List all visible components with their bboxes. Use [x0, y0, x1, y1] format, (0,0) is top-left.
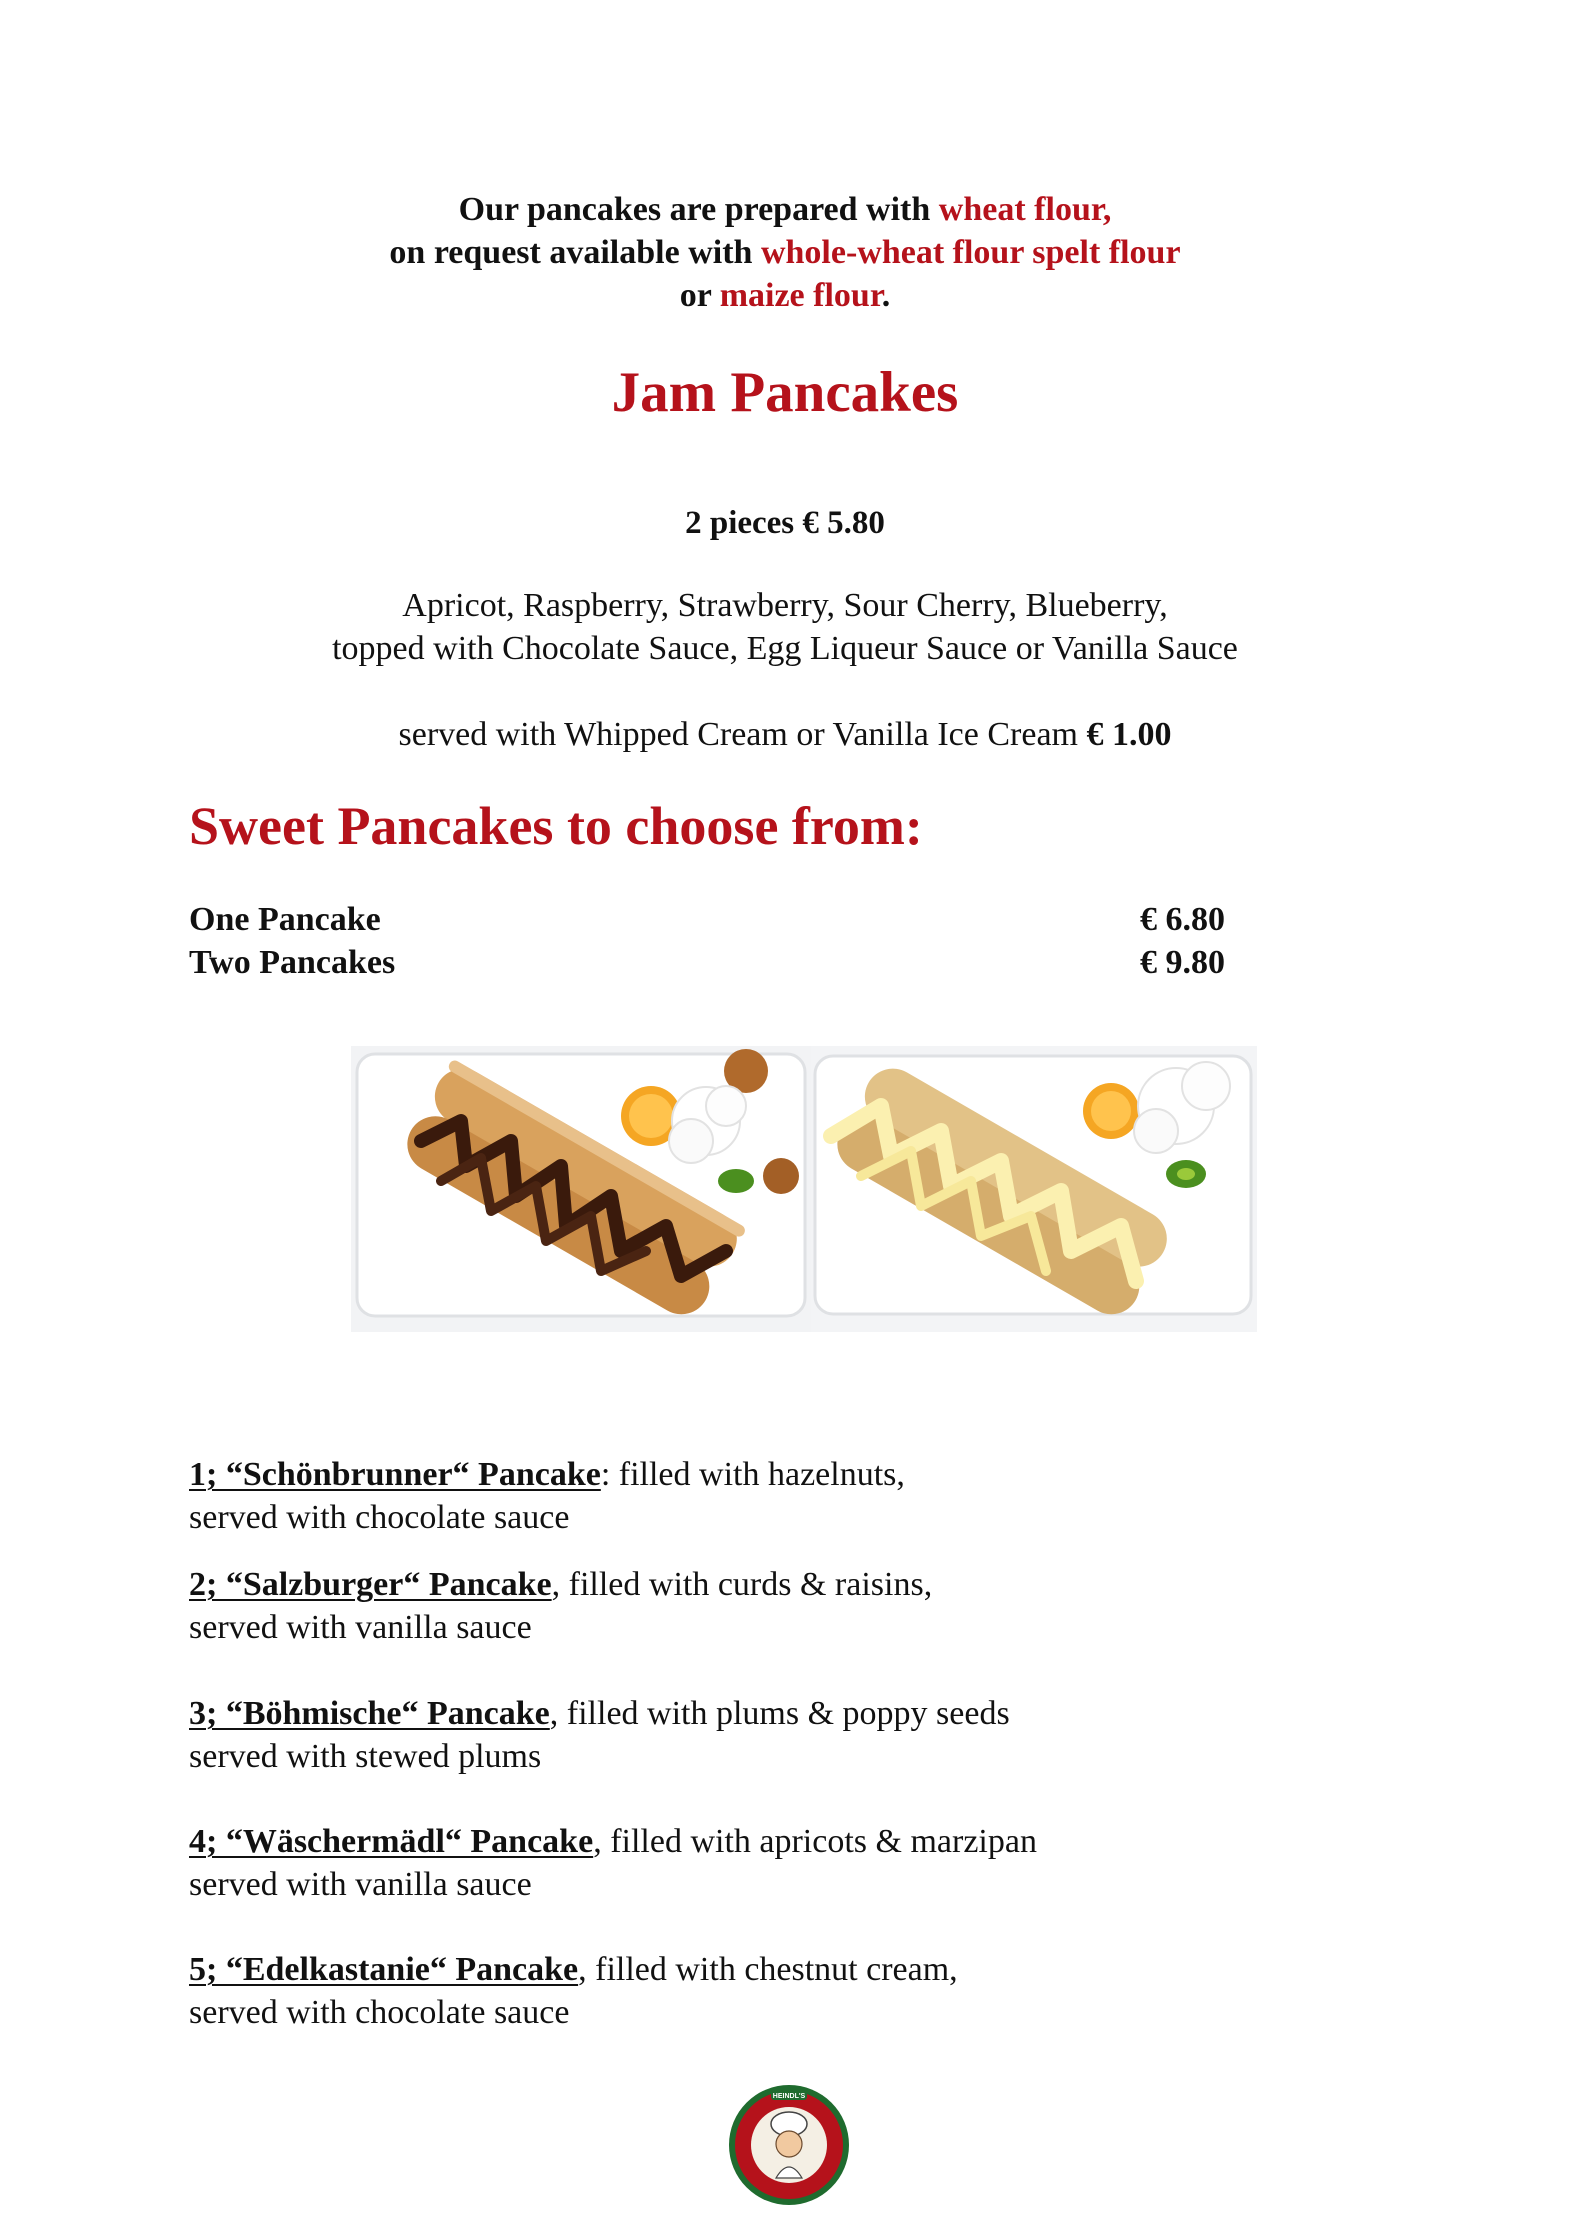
logo-seal-icon: [726, 2082, 852, 2208]
list-item: [189, 1948, 1289, 2034]
jam-pancakes-price: 2 pieces € 5.80: [685, 505, 885, 541]
pancake-photo: [351, 1046, 1257, 1332]
price-value: € 9.80: [1140, 944, 1225, 981]
price-value: € 6.80: [1140, 901, 1225, 938]
restaurant-logo: [726, 2082, 852, 2208]
item-description: , filled with chestnut cream,: [578, 1951, 958, 1988]
intro-text: on request available with: [389, 234, 761, 271]
intro-text: .: [881, 277, 891, 314]
extra-price: € 1.00: [1086, 716, 1172, 753]
extra-text: served with Whipped Cream or Vanilla Ice Cream: [398, 716, 1087, 753]
item-serving: served with chocolate sauce: [189, 1994, 570, 2031]
intro-text: Our pancakes are prepared with: [458, 191, 939, 228]
intro-highlight: whole-wheat flour spelt flour: [760, 234, 1181, 271]
vanilla-pancake-image: [811, 1046, 1257, 1332]
list-item: [189, 1692, 1289, 1778]
sweet-price-list: [189, 898, 1225, 984]
price-row: [189, 941, 1225, 984]
price-row: [189, 898, 1225, 941]
item-serving: served with vanilla sauce: [189, 1609, 532, 1646]
intro-highlight: maize flour: [719, 277, 882, 314]
list-item: [189, 1563, 1289, 1649]
jam-pancakes-description: [0, 584, 1570, 670]
price-label: Two Pancakes: [189, 944, 396, 981]
item-name: 2; “Salzburger“ Pancake: [189, 1566, 552, 1603]
jam-pancakes-extra: [0, 713, 1570, 756]
item-serving: served with stewed plums: [189, 1738, 542, 1775]
item-name: 5; “Edelkastanie“ Pancake: [189, 1951, 579, 1988]
list-item: [189, 1453, 1289, 1539]
sweet-pancakes-title: Sweet Pancakes to choose from:: [189, 796, 923, 856]
jam-desc-line: Apricot, Raspberry, Strawberry, Sour Cherry, Blueberry,: [402, 587, 1168, 624]
list-item: [189, 1820, 1289, 1906]
intro-highlight: wheat flour,: [938, 191, 1112, 228]
intro-line-2: [0, 231, 1570, 274]
jam-pancakes-title: Jam Pancakes: [611, 361, 959, 424]
item-description: : filled with hazelnuts,: [600, 1456, 905, 1493]
item-name: 3; “Böhmische“ Pancake: [189, 1695, 550, 1732]
logo-top-text: HEINDL'S: [772, 2093, 806, 2100]
item-serving: served with vanilla sauce: [189, 1866, 532, 1903]
intro-text: or: [679, 277, 720, 314]
item-description: , filled with plums & poppy seeds: [549, 1695, 1010, 1732]
flour-intro: [0, 188, 1570, 317]
item-description: , filled with apricots & marzipan: [593, 1823, 1037, 1860]
jam-desc-line: topped with Chocolate Sauce, Egg Liqueur Sauce or Vanilla Sauce: [332, 630, 1238, 667]
item-serving: served with chocolate sauce: [189, 1499, 570, 1536]
intro-line-3: [0, 274, 1570, 317]
item-description: , filled with curds & raisins,: [551, 1566, 933, 1603]
item-name: 1; “Schönbrunner“ Pancake: [189, 1456, 601, 1493]
item-name: 4; “Wäschermädl“ Pancake: [189, 1823, 594, 1860]
chocolate-pancake-image: [351, 1046, 811, 1332]
price-label: One Pancake: [189, 901, 381, 938]
intro-line-1: [0, 188, 1570, 231]
